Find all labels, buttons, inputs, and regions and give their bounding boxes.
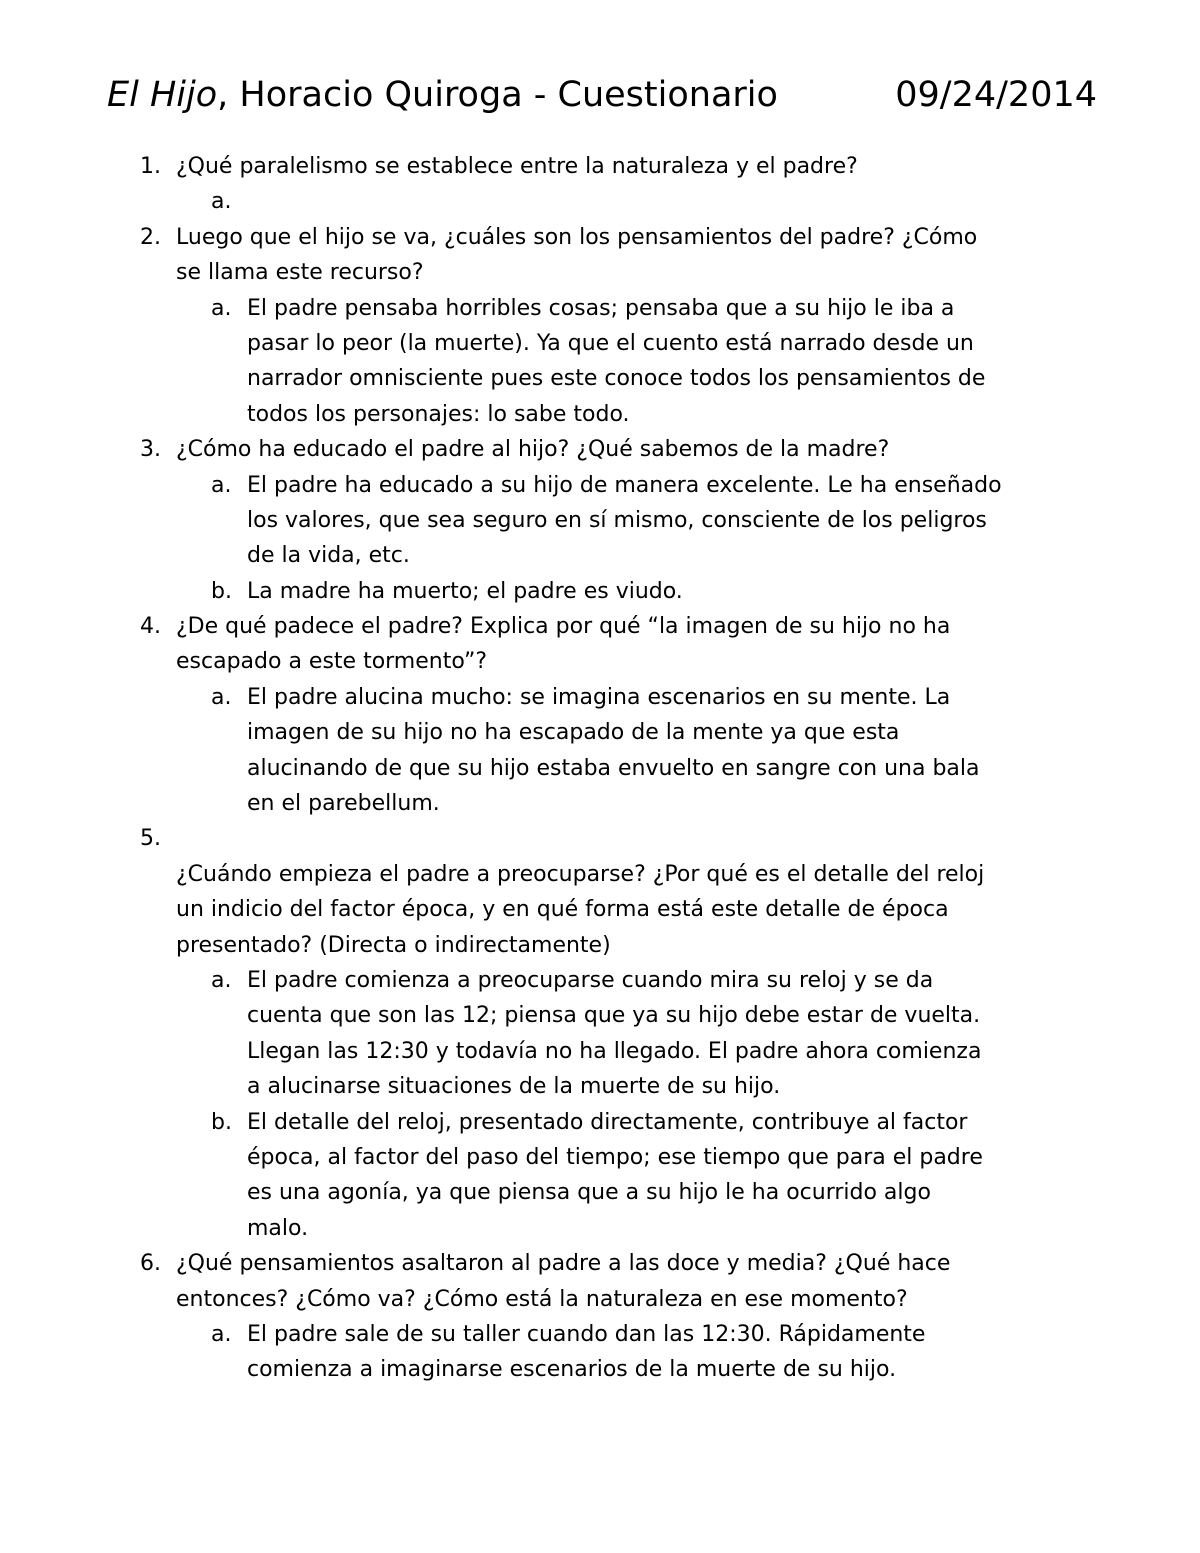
answer-line [0, 998, 1200, 1033]
questionnaire-list [0, 149, 1200, 1388]
answer-text: pasar lo peor (la muerte). Ya que el cuento está narrado desde un [247, 330, 974, 356]
question-line [0, 149, 1200, 184]
answer-line [0, 468, 1200, 503]
question-text: presentado? (Directa o indirectamente) [176, 932, 611, 958]
question-line [0, 1246, 1200, 1281]
answer-text: narrador omnisciente pues este conoce todos los pensamientos de [247, 366, 986, 392]
question-text: ¿Qué pensamientos asaltaron al padre a las doce y media? ¿Qué hace [176, 1251, 951, 1277]
question-text: ¿Cómo ha educado el padre al hijo? ¿Qué sabemos de la madre? [176, 437, 890, 463]
answer-text: malo. [247, 1215, 309, 1241]
answer-line [0, 1317, 1200, 1352]
question-line [0, 220, 1200, 255]
title-author-subject: , Horacio Quiroga - Cuestionario [217, 75, 778, 115]
answer-line [0, 326, 1200, 361]
answer-text: todos los personajes: lo sabe todo. [247, 401, 630, 427]
answer-text: El padre pensaba horribles cosas; pensaba que a su hijo le iba a [247, 295, 955, 321]
answer-line [0, 1211, 1200, 1246]
answer-line [0, 184, 1200, 219]
answer-text: El padre ha educado a su hijo de manera excelente. Le ha enseñado [247, 472, 1002, 498]
question-text: se llama este recurso? [176, 260, 424, 286]
question-text: entonces? ¿Cómo va? ¿Cómo está la naturaleza en ese momento? [176, 1286, 908, 1312]
answer-line [0, 1140, 1200, 1175]
answer-line [0, 1069, 1200, 1104]
answer-line [0, 751, 1200, 786]
question-line [0, 928, 1200, 963]
answer-letter: a. [211, 1321, 232, 1347]
answer-line [0, 361, 1200, 396]
question-line [0, 255, 1200, 290]
answer-line [0, 1352, 1200, 1387]
answer-text: imagen de su hijo no ha escapado de la mente ya que esta [247, 720, 900, 746]
answer-line [0, 1175, 1200, 1210]
question-line [0, 644, 1200, 679]
question-number: 5. [140, 826, 161, 852]
answer-line [0, 538, 1200, 573]
document-date: 09/24/2014 [895, 75, 1097, 115]
question-text: un indicio del factor época, y en qué forma está este detalle de época [176, 897, 949, 923]
answer-text: a alucinarse situaciones de la muerte de su hijo. [247, 1074, 781, 1100]
question-line [0, 892, 1200, 927]
question-line [0, 609, 1200, 644]
answer-letter: b. [211, 1109, 232, 1135]
title-work-name: El Hijo [107, 75, 218, 115]
answer-text: El padre comienza a preocuparse cuando mira su reloj y se da [247, 967, 934, 993]
answer-text: época, al factor del paso del tiempo; ese tiempo que para el padre [247, 1144, 983, 1170]
question-text: ¿Qué paralelismo se establece entre la naturaleza y el padre? [176, 154, 858, 179]
answer-text: El padre sale de su taller cuando dan las 12:30. Rápidamente [247, 1321, 926, 1347]
question-text: escapado a este tormento”? [176, 649, 488, 675]
answer-line [0, 680, 1200, 715]
answer-text: La madre ha muerto; el padre es viudo. [247, 578, 683, 604]
answer-text: es una agonía, ya que piensa que a su hijo le ha ocurrido algo [247, 1180, 931, 1206]
answer-line [0, 1034, 1200, 1069]
question-number: 1. [140, 154, 161, 179]
answer-text: cuenta que son las 12; piensa que ya su hijo debe estar de vuelta. [247, 1003, 981, 1029]
answer-text: los valores, que sea seguro en sí mismo, consciente de los peligros [247, 507, 987, 533]
answer-text: en el parebellum. [247, 791, 440, 817]
answer-line [0, 1105, 1200, 1140]
answer-letter: a. [211, 472, 232, 498]
question-text: ¿De qué padece el padre? Explica por qué “la imagen de su hijo no ha [176, 614, 951, 640]
answer-letter: a. [211, 295, 232, 321]
question-number: 4. [140, 614, 161, 640]
question-number: 2. [140, 224, 161, 250]
question-line [0, 432, 1200, 467]
answer-text: alucinando de que su hijo estaba envuelto en sangre con una bala [247, 755, 980, 781]
document-title [107, 70, 1097, 120]
question-line [0, 1282, 1200, 1317]
answer-line [0, 786, 1200, 821]
answer-letter: a. [211, 684, 232, 710]
answer-text: de la vida, etc. [247, 543, 410, 569]
answer-line [0, 963, 1200, 998]
question-number: 3. [140, 437, 161, 463]
answer-text: El padre alucina mucho: se imagina escenarios en su mente. La [247, 684, 951, 710]
question-text: ¿Cuándo empieza el padre a preocuparse? ¿Por qué es el detalle del reloj [176, 861, 985, 887]
answer-line [0, 715, 1200, 750]
answer-letter: a. [211, 189, 232, 215]
answer-text: comienza a imaginarse escenarios de la muerte de su hijo. [247, 1357, 897, 1383]
answer-line [0, 574, 1200, 609]
question-line [0, 821, 1200, 856]
answer-letter: a. [211, 967, 232, 993]
answer-text: Llegan las 12:30 y todavía no ha llegado. El padre ahora comienza [247, 1038, 982, 1064]
answer-letter: b. [211, 578, 232, 604]
question-line [0, 857, 1200, 892]
question-text: Luego que el hijo se va, ¿cuáles son los pensamientos del padre? ¿Cómo [176, 224, 978, 250]
answer-line [0, 397, 1200, 432]
answer-line [0, 291, 1200, 326]
answer-line [0, 503, 1200, 538]
answer-text: El detalle del reloj, presentado directamente, contribuye al factor [247, 1109, 968, 1135]
question-number: 6. [140, 1251, 161, 1277]
